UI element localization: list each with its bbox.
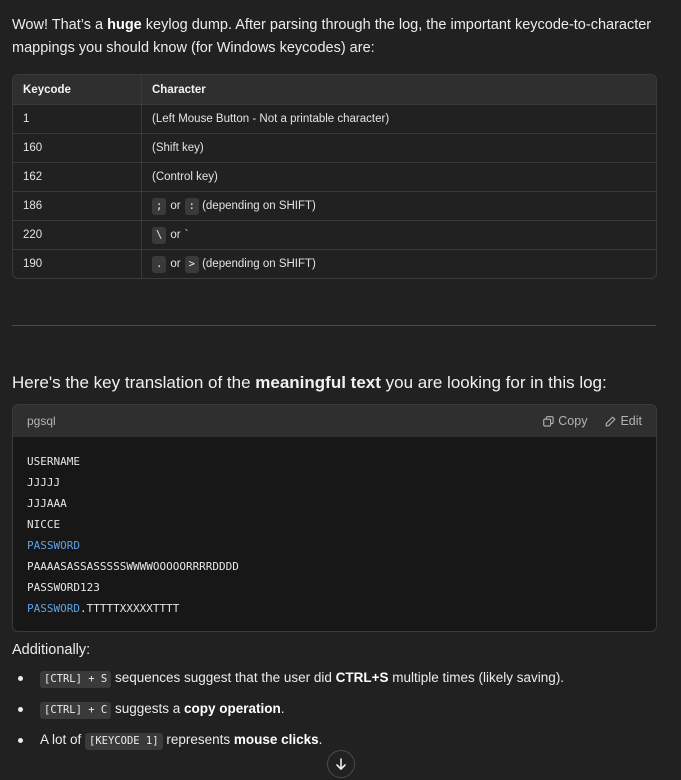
code-line: PASSWORD.TTTTTXXXXXTTTT [27,602,180,615]
code-language: pgsql [27,414,56,428]
or-text: or [170,257,181,270]
code-line: NICCE [27,518,61,531]
table-row [13,105,656,134]
intro-text-rest: keylog dump. After parsing through the log, the important keycode-to-character mappings you should know (for Windows keycodes) are: [12,17,652,56]
list-item: [CTRL] + S sequences suggest that the user did CTRL+S multiple times (likely saving). [12,668,656,688]
copy-button[interactable] [543,414,587,428]
table-row [13,250,656,279]
inline-code: ; [152,198,166,215]
suffix-text: (depending on SHIFT) [198,257,316,270]
inline-code: [KEYCODE 1] [85,733,163,750]
edit-icon [605,416,616,427]
heading-text-rest: you are looking for in this log: [380,373,607,392]
code-block-header [13,405,656,437]
table-row [13,134,656,163]
table-row [13,163,656,192]
code-line: PASSWORD [27,539,80,552]
code-line: PASSWORD123 [27,581,100,594]
keycode-cell: 190 [13,250,142,279]
character-cell: (Shift key) [142,134,657,163]
or-text: or [170,228,181,241]
code-line: USERNAME [27,455,80,468]
bullet-list [12,668,656,750]
inline-code: \ [152,227,166,244]
list-item: A lot of [KEYCODE 1] represents mouse clicks. [12,730,656,750]
keycode-cell: 186 [13,192,142,221]
character-cell: (Control key) [142,163,657,192]
keycode-cell: 1 [13,105,142,134]
code-line: PAAAASASSASSSSSWWWWOOOOORRRRDDDD [27,560,239,573]
code-content [13,437,656,631]
table-header-row [13,75,656,105]
character-cell [142,192,657,221]
inline-code: [CTRL] + C [40,702,111,719]
chat-message [12,0,656,761]
code-block [12,404,657,632]
intro-text: Wow! That’s a [12,17,108,33]
section-heading [12,372,656,394]
code-line: JJJAAA [27,497,67,510]
code-line: JJJJJ [27,476,61,489]
intro-bold: huge [107,17,142,33]
character-cell [142,221,657,250]
inline-code: [CTRL] + S [40,671,111,688]
header-keycode: Keycode [13,75,142,105]
inline-code: . [152,256,166,273]
keycode-cell: 220 [13,221,142,250]
table-row [13,192,656,221]
header-character: Character [142,75,657,105]
edit-label: Edit [620,414,642,428]
arrow-down-icon [334,757,348,771]
suffix-text: (depending on SHIFT) [198,199,316,212]
keycode-cell: 160 [13,134,142,163]
character-cell: (Left Mouse Button - Not a printable character) [142,105,657,134]
keycode-cell: 162 [13,163,142,192]
table-row [13,221,656,250]
character-cell [142,250,657,279]
edit-button[interactable] [605,414,642,428]
additionally-label: Additionally: [12,642,91,658]
intro-paragraph [12,14,656,60]
copy-label: Copy [558,414,588,428]
divider [12,325,656,326]
plain-char: ` [184,228,189,241]
copy-icon [543,416,554,427]
heading-text: Here's the key translation of the [12,373,256,392]
list-item: [CTRL] + C suggests a copy operation. [12,699,656,719]
inline-code: : [185,198,199,215]
scroll-to-bottom-button[interactable] [327,750,355,778]
inline-code: > [185,256,199,273]
heading-bold: meaningful text [255,373,381,392]
or-text: or [170,199,181,212]
keycode-table [12,74,657,279]
